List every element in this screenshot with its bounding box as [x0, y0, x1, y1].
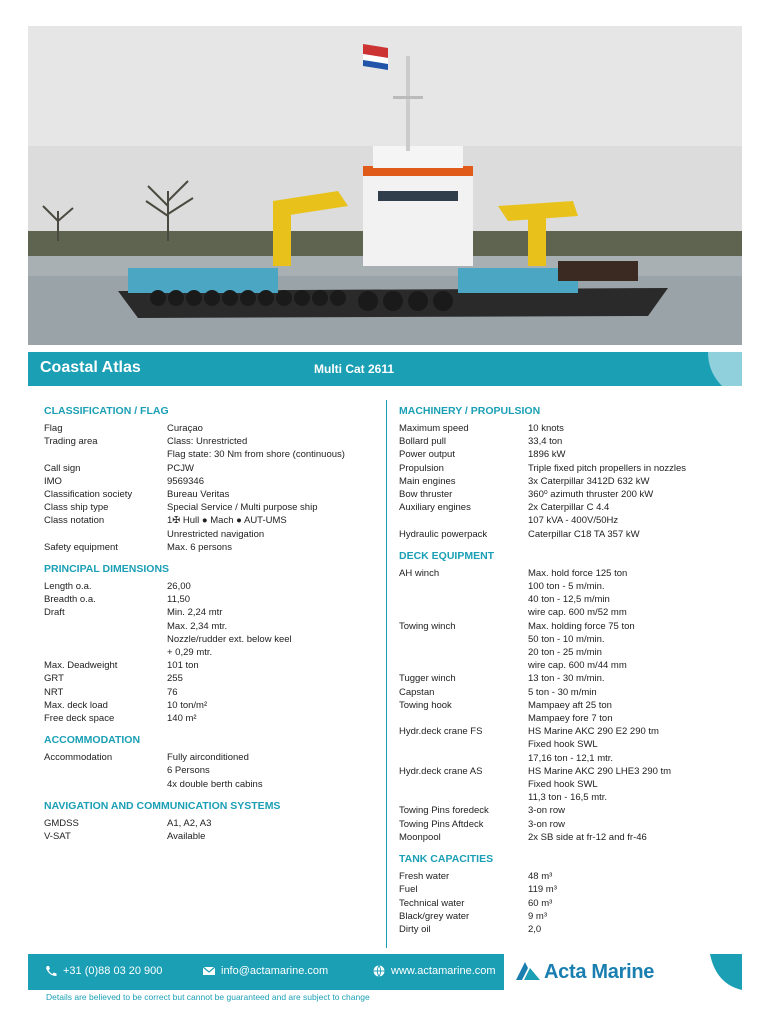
section-machinery [399, 404, 739, 541]
spec-value-line: Bureau Veritas [167, 489, 230, 501]
spec-value [528, 699, 739, 725]
spec-value-line: 33,4 ton [528, 436, 563, 448]
spec-label: Power output [399, 449, 455, 461]
spec-row [399, 488, 739, 501]
spec-label: Technical water [399, 897, 465, 909]
spec-value [167, 699, 374, 712]
spec-value [528, 910, 739, 923]
spec-row [44, 751, 374, 791]
section-heading: PRINCIPAL DIMENSIONS [44, 563, 170, 576]
spec-label: Length o.a. [44, 581, 92, 593]
spec-value [528, 923, 739, 936]
spec-value-line: Max. hold force 125 ton [528, 567, 628, 579]
spec-value [528, 897, 739, 910]
spec-value-line: 360⁰ azimuth thruster 200 kW [528, 489, 654, 501]
brand-name: Acta Marine [544, 961, 655, 983]
spec-value-line: 26,00 [167, 581, 191, 593]
spec-value-line: Max. 2,34 mtr. [167, 620, 228, 632]
spec-value-line: Caterpillar C18 TA 357 kW [528, 528, 640, 540]
spec-value-line: 13 ton - 30 m/min. [528, 673, 605, 685]
spec-row [399, 923, 739, 936]
section-heading: CLASSIFICATION / FLAG [44, 405, 169, 417]
left-column [44, 404, 374, 851]
disclaimer: Details are believed to be correct but cannot be guaranteed and are subject to change [46, 992, 370, 1002]
spec-row [44, 580, 374, 593]
spec-value [167, 712, 374, 725]
spec-label: Capstan [399, 686, 435, 698]
spec-value-line: Unrestricted navigation [167, 528, 265, 540]
spec-row [399, 672, 739, 685]
vessel-name: Coastal Atlas [40, 359, 141, 376]
spec-row [44, 830, 374, 843]
spec-label: Class notation [44, 515, 105, 527]
spec-value-line: + 0,29 mtr. [167, 647, 213, 659]
vessel-model: Multi Cat 2611 [314, 362, 395, 376]
footer-phone[interactable] [44, 965, 162, 977]
spec-label: GMDSS [44, 817, 79, 829]
spec-label: Maximum speed [399, 423, 469, 434]
spec-value-line: Flag state: 30 Nm from shore (continuous) [167, 449, 345, 461]
spec-value [167, 593, 374, 606]
spec-row [44, 686, 374, 699]
spec-value-line: wire cap. 600 m/52 mm [528, 607, 627, 619]
section-heading: MACHINERY / PROPULSION [399, 405, 541, 417]
spec-row [399, 883, 739, 896]
vessel-photo [28, 26, 742, 345]
section-navigation [44, 799, 374, 843]
spec-value [528, 804, 739, 817]
spec-label: Flag [44, 423, 63, 434]
spec-row [44, 672, 374, 685]
spec-value-line: 1✠ Hull ● Mach ● AUT-UMS [167, 515, 287, 527]
spec-label: Moonpool [399, 831, 441, 843]
spec-label: Towing winch [399, 620, 456, 632]
envelope-icon [202, 965, 216, 977]
spec-value-line: 119 m³ [528, 884, 557, 896]
spec-value-line: Special Service / Multi purpose ship [167, 502, 318, 514]
website-url: www.actamarine.com [391, 965, 496, 977]
spec-value [528, 883, 739, 896]
spec-value [528, 686, 739, 699]
spec-label: Tugger winch [399, 673, 456, 685]
spec-value [167, 514, 374, 540]
spec-value-line: 100 ton - 5 m/min. [528, 581, 605, 593]
section-heading: NAVIGATION AND COMMUNICATION SYSTEMS [44, 799, 281, 812]
section-classification [44, 404, 374, 554]
spec-value [528, 448, 739, 461]
spec-value-line: HS Marine AKC 290 LHE3 290 tm [528, 765, 672, 777]
spec-row [44, 606, 374, 659]
section-tanks [399, 852, 739, 936]
spec-value-line: 40 ton - 12,5 m/min [528, 594, 610, 606]
section-accommodation [44, 733, 374, 791]
section-heading: TANK CAPACITIES [399, 853, 494, 866]
spec-label: Breadth o.a. [44, 594, 96, 606]
spec-value-line: 48 m³ [528, 871, 553, 883]
spec-row [399, 765, 739, 805]
spec-value [167, 830, 374, 843]
spec-row [399, 448, 739, 461]
spec-row [399, 422, 739, 435]
spec-row [399, 870, 739, 883]
spec-value [167, 817, 374, 830]
spec-label: Towing Pins foredeck [399, 805, 489, 817]
spec-row [399, 686, 739, 699]
spec-value [528, 528, 739, 541]
spec-value-line: 5 ton - 30 m/min [528, 686, 597, 698]
spec-value [167, 435, 374, 461]
spec-row [399, 699, 739, 725]
spec-value-line: PCJW [167, 462, 194, 474]
spec-row [399, 528, 739, 541]
spec-value [167, 422, 374, 435]
spec-row [399, 818, 739, 831]
spec-value [528, 765, 739, 805]
phone-icon [44, 965, 58, 977]
spec-value [528, 475, 739, 488]
globe-icon [372, 965, 386, 977]
spec-row [44, 659, 374, 672]
spec-value [167, 606, 374, 659]
spec-value-line: 3-on row [528, 818, 565, 830]
spec-row [399, 620, 739, 673]
spec-label: Towing Pins Aftdeck [399, 818, 484, 830]
spec-value-line: 9 m³ [528, 910, 547, 922]
spec-value-line: Mampaey aft 25 ton [528, 699, 612, 711]
spec-row [399, 475, 739, 488]
spec-value [528, 831, 739, 844]
phone-number: +31 (0)88 03 20 900 [63, 965, 163, 977]
spec-value-line: 255 [167, 673, 183, 685]
spec-value [167, 541, 374, 554]
spec-row [44, 462, 374, 475]
spec-label: V-SAT [44, 831, 71, 843]
spec-value [528, 422, 739, 435]
spec-value [167, 475, 374, 488]
spec-value [167, 659, 374, 672]
acta-marine-logo-icon [514, 960, 542, 984]
spec-value-line: Fixed hook SWL [528, 779, 598, 791]
spec-value-line: Nozzle/rudder ext. below keel [167, 633, 292, 645]
spec-row [44, 514, 374, 540]
spec-value [528, 725, 739, 765]
spec-value [528, 488, 739, 501]
spec-label: IMO [44, 475, 62, 487]
spec-value-line: 3x Caterpillar 3412D 632 kW [528, 475, 650, 487]
spec-label: Hydr.deck crane FS [399, 726, 483, 738]
section-dimensions [44, 562, 374, 725]
spec-value-line: Class: Unrestricted [167, 436, 248, 448]
spec-label: Bow thruster [399, 489, 453, 501]
spec-row [399, 910, 739, 923]
column-divider [386, 400, 387, 948]
spec-label: NRT [44, 686, 64, 698]
section-heading: DECK EQUIPMENT [399, 549, 495, 562]
spec-label: Max. Deadweight [44, 660, 118, 672]
spec-value-line: 17,16 ton - 12,1 mtr. [528, 752, 614, 764]
spec-value [528, 818, 739, 831]
spec-label: Main engines [399, 475, 456, 487]
title-corner-decoration [708, 352, 742, 386]
spec-value-line: 20 ton - 25 m/min [528, 647, 602, 659]
section-heading: ACCOMMODATION [44, 734, 141, 747]
spec-label: Accommodation [44, 752, 113, 764]
spec-value-line: 3-on row [528, 805, 565, 817]
spec-row [44, 699, 374, 712]
spec-value-line: 2x Caterpillar C 4.4 [528, 502, 610, 514]
spec-value-line: Triple fixed pitch propellers in nozzles [528, 462, 687, 474]
spec-label: Auxiliary engines [399, 502, 471, 514]
title-bar [28, 352, 742, 386]
logo-corner-decoration [710, 954, 742, 990]
spec-value [528, 620, 739, 673]
spec-value-line: 50 ton - 10 m/min. [528, 633, 605, 645]
spec-label: Classification society [44, 489, 133, 501]
spec-value-line: 6 Persons [167, 765, 210, 777]
email-address: info@actamarine.com [221, 965, 329, 977]
spec-label: Black/grey water [399, 910, 470, 922]
spec-value [167, 488, 374, 501]
spec-row [44, 593, 374, 606]
spec-value-line: 11,50 [167, 594, 191, 606]
spec-row [399, 435, 739, 448]
spec-row [44, 422, 374, 435]
footer-web[interactable] [372, 965, 496, 977]
spec-value [167, 751, 374, 791]
spec-label: Fresh water [399, 871, 450, 883]
spec-value [167, 672, 374, 685]
spec-value [528, 462, 739, 475]
spec-value-line: 140 m² [167, 713, 197, 725]
spec-row [44, 817, 374, 830]
spec-row [44, 435, 374, 461]
spec-row [399, 804, 739, 817]
spec-row [399, 462, 739, 475]
spec-label: Hydraulic powerpack [399, 528, 488, 540]
spec-label: Safety equipment [44, 541, 118, 553]
spec-value-line: Curaçao [167, 423, 203, 434]
spec-value [167, 501, 374, 514]
section-deck [399, 549, 739, 844]
spec-row [399, 567, 739, 620]
spec-value [528, 870, 739, 883]
spec-label: Trading area [44, 436, 98, 448]
spec-value-line: Min. 2,24 mtr [167, 607, 223, 619]
spec-row [44, 475, 374, 488]
spec-value-line: 76 [167, 686, 178, 698]
spec-label: Hydr.deck crane AS [399, 765, 483, 777]
spec-row [399, 897, 739, 910]
spec-row [44, 488, 374, 501]
spec-label: Class ship type [44, 502, 109, 514]
spec-value [167, 686, 374, 699]
spec-value-line: 11,3 ton - 16,5 mtr. [528, 792, 608, 804]
spec-value-line: 10 ton/m² [167, 699, 208, 711]
spec-value-line: Max. holding force 75 ton [528, 620, 635, 632]
spec-label: Towing hook [399, 699, 452, 711]
spec-value-line: 107 kVA - 400V/50Hz [528, 515, 619, 527]
spec-value [528, 435, 739, 448]
spec-value-line: A1, A2, A3 [167, 817, 212, 829]
spec-value-line: 60 m³ [528, 897, 553, 909]
spec-label: GRT [44, 673, 64, 685]
spec-row [399, 725, 739, 765]
spec-label: Draft [44, 607, 65, 619]
spec-value-line: 4x double berth cabins [167, 778, 263, 790]
spec-value-line: 1896 kW [528, 449, 566, 461]
spec-value [528, 672, 739, 685]
spec-row [44, 541, 374, 554]
spec-label: AH winch [399, 567, 440, 579]
spec-value-line: Mampaey fore 7 ton [528, 713, 613, 725]
spec-value [528, 567, 739, 620]
spec-label: Call sign [44, 462, 81, 474]
spec-value-line: Available [167, 831, 206, 843]
spec-label: Fuel [399, 884, 418, 896]
spec-value-line: Fully airconditioned [167, 752, 249, 764]
spec-value-line: 10 knots [528, 423, 564, 434]
spec-value-line: Max. 6 persons [167, 541, 232, 553]
right-column [399, 404, 739, 944]
spec-row [399, 831, 739, 844]
spec-row [399, 501, 739, 527]
spec-row [44, 501, 374, 514]
spec-label: Free deck space [44, 713, 115, 725]
spec-label: Bollard pull [399, 436, 446, 448]
spec-value-line: wire cap. 600 m/44 mm [528, 660, 627, 672]
spec-label: Propulsion [399, 462, 444, 474]
spec-value-line: HS Marine AKC 290 E2 290 tm [528, 726, 659, 738]
spec-label: Dirty oil [399, 923, 431, 935]
spec-value-line: 101 ton [167, 660, 199, 672]
spec-value-line: Fixed hook SWL [528, 739, 598, 751]
spec-value [167, 462, 374, 475]
brand-logo [504, 954, 742, 990]
spec-value-line: 2,0 [528, 923, 542, 935]
footer-email[interactable] [202, 965, 328, 977]
spec-value-line: 2x SB side at fr-12 and fr-46 [528, 831, 647, 843]
spec-row [44, 712, 374, 725]
spec-label: Max. deck load [44, 699, 108, 711]
spec-value-line: 9569346 [167, 475, 204, 487]
spec-value [528, 501, 739, 527]
spec-value [167, 580, 374, 593]
